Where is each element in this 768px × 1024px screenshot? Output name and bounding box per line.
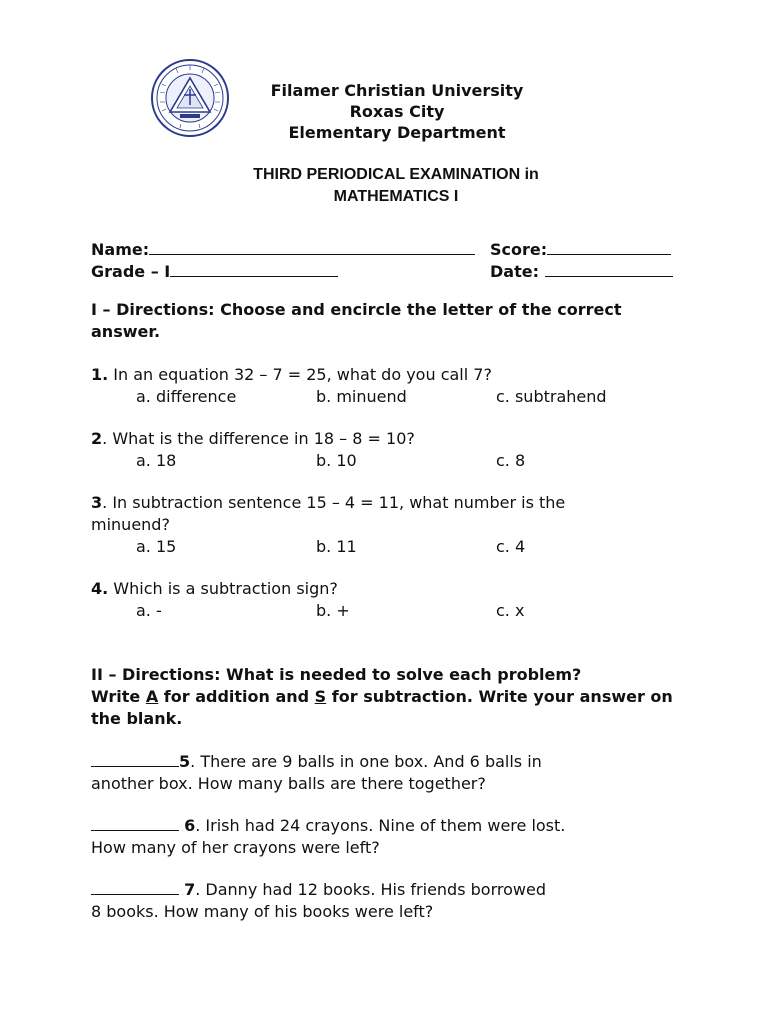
problem-7-line2: 8 books. How many of his books were left? [91,902,434,921]
name-field[interactable] [91,240,475,259]
part1-directions-line2: answer. [91,322,161,341]
q1-option-b[interactable]: b. minuend [316,387,407,406]
date-label: Date: [490,262,539,281]
school-department: Elementary Department [288,123,506,142]
q2-option-b[interactable]: b. 10 [316,451,357,470]
grade-label: Grade – I [91,262,171,281]
question-1 [91,364,492,386]
problem-number: 7 [184,880,196,899]
problem-7 [91,879,546,901]
part2-directions-line2 [91,686,673,708]
problem-6-line2: How many of her crayons were left? [91,838,380,857]
question-2 [91,428,415,450]
problem-5-line2: another box. How many balls are there together? [91,774,486,793]
school-header [0,80,768,143]
directions-text: for subtraction. Write your answer on [326,687,673,706]
q4-option-b[interactable]: b. + [316,601,350,620]
q2-option-a[interactable]: a. 18 [136,451,177,470]
school-name: Filamer Christian University [270,81,524,100]
letter-s: S [314,687,327,706]
q4-option-c[interactable]: c. x [496,601,525,620]
q1-option-a[interactable]: a. difference [136,387,237,406]
problem-text: . Irish had 24 crayons. Nine of them were lost. [195,816,566,835]
question-number: 4. [91,579,109,598]
question-3 [91,492,565,514]
problem-number: 6 [184,816,196,835]
question-4 [91,578,338,600]
name-blank[interactable] [149,240,475,255]
question-text: . What is the difference in 18 – 8 = 10? [102,429,415,448]
q3-option-c[interactable]: c. 4 [496,537,526,556]
problem-5 [91,751,542,773]
directions-text: Write [91,687,146,706]
score-field[interactable] [490,240,671,259]
answer-blank-6[interactable] [91,816,179,831]
problem-number: 5 [179,752,191,771]
question-number: 2 [91,429,103,448]
question-3-line2: minuend? [91,515,170,534]
question-number: 3 [91,493,103,512]
letter-a: A [145,687,159,706]
exam-title [0,164,768,208]
school-city: Roxas City [349,102,445,121]
date-field[interactable] [490,262,673,281]
q3-option-a[interactable]: a. 15 [136,537,177,556]
question-text: In an equation 32 – 7 = 25, what do you call 7? [108,365,492,384]
part2-directions-line1: II – Directions: What is needed to solve each problem? [91,665,582,684]
q3-option-b[interactable]: b. 11 [316,537,357,556]
exam-title-line1: THIRD PERIODICAL EXAMINATION in [253,166,539,183]
problem-6 [91,815,565,837]
exam-title-line2: MATHEMATICS I [333,188,459,205]
directions-text: for addition and [158,687,315,706]
answer-blank-5[interactable] [91,752,179,767]
part1-directions-line1: I – Directions: Choose and encircle the letter of the correct [91,300,622,319]
q4-option-a[interactable]: a. - [136,601,162,620]
answer-blank-7[interactable] [91,880,179,895]
score-label: Score: [490,240,548,259]
grade-blank[interactable] [170,262,338,277]
grade-field[interactable] [91,262,338,281]
part2-directions-line3: the blank. [91,709,183,728]
score-blank[interactable] [547,240,671,255]
problem-text: . There are 9 balls in one box. And 6 balls in [190,752,542,771]
q1-option-c[interactable]: c. subtrahend [496,387,607,406]
q2-option-c[interactable]: c. 8 [496,451,526,470]
name-label: Name: [91,240,150,259]
date-blank[interactable] [545,262,673,277]
question-text: Which is a subtraction sign? [108,579,338,598]
problem-text: . Danny had 12 books. His friends borrowed [195,880,546,899]
question-text: . In subtraction sentence 15 – 4 = 11, what number is the [102,493,566,512]
question-number: 1. [91,365,109,384]
